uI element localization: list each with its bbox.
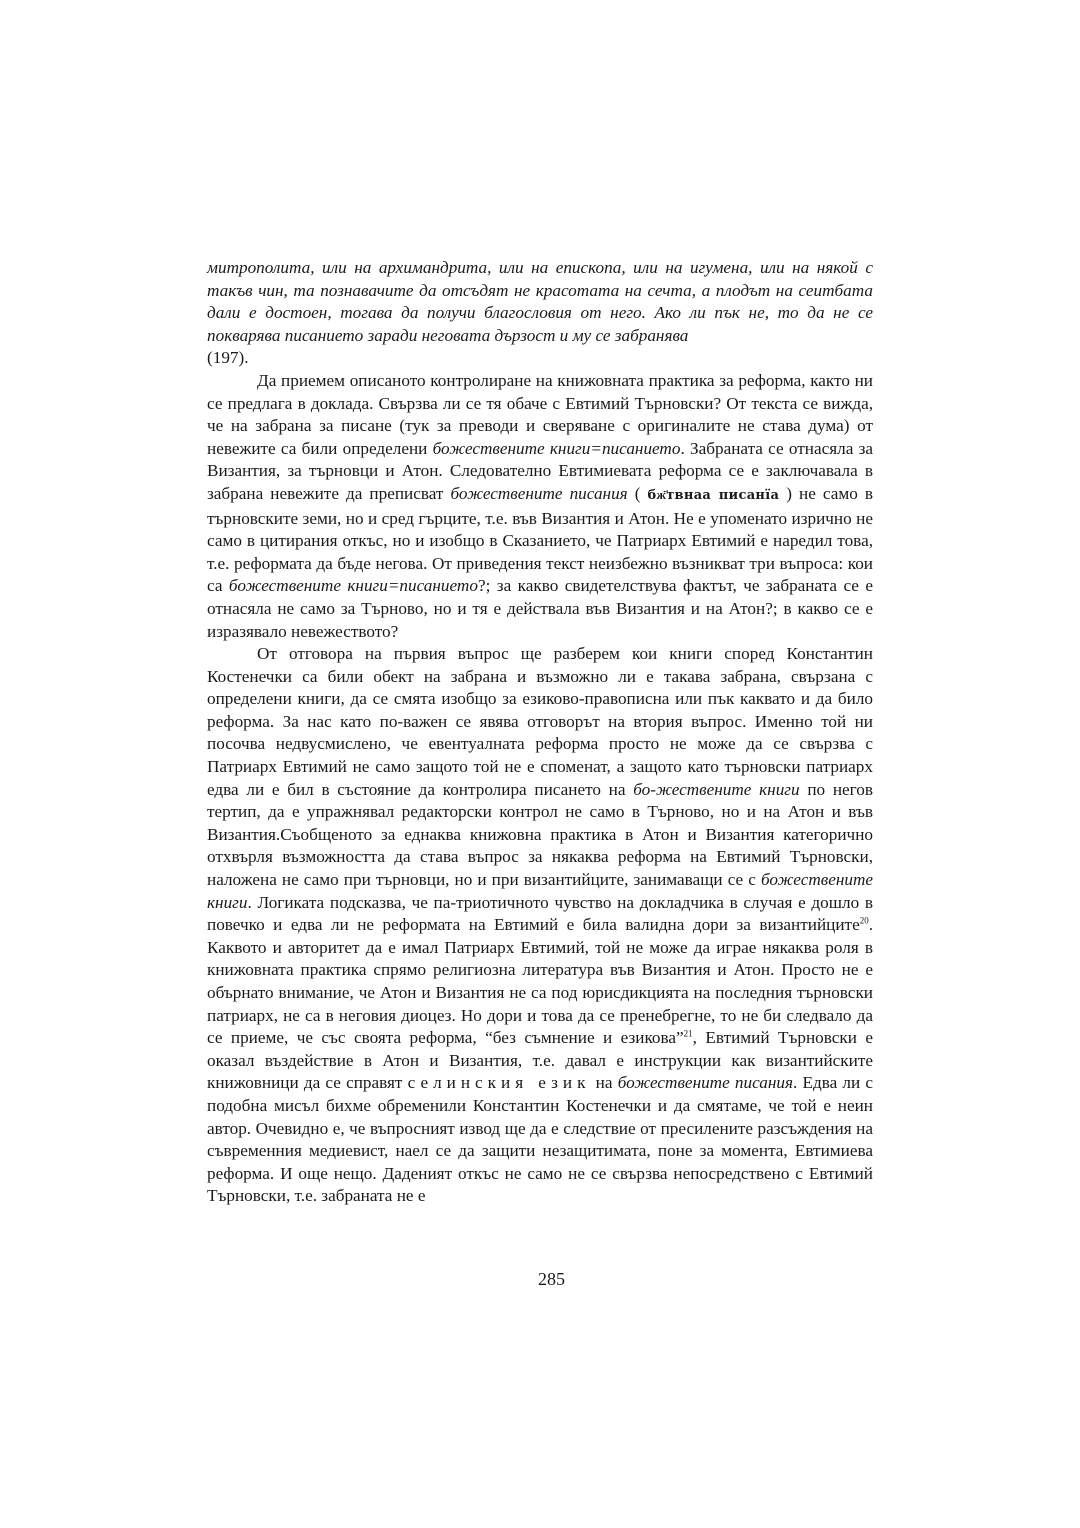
quote-text: митрополита, или на архимандрита, или на епископа, или на игумена, или на някой с такъв чин, та познавачите да отсъдят не красотата на сечта, а плодът на сеитбата дали е достоен, тогава да получи благословия от него. Ако ли пък не, то да не се покварява писанието заради неговата дързост и му се забранява: [207, 258, 873, 345]
emphasis: божествените писания: [450, 483, 628, 503]
quote-reference: (197).: [207, 348, 249, 368]
emphasis: божествените книги=писанието: [432, 438, 681, 458]
emphasis: бо-жествените книги: [633, 779, 800, 799]
page-number: 285: [538, 1269, 565, 1289]
body-text: [207, 257, 873, 1208]
spaced-emphasis: елинския език: [420, 1073, 591, 1093]
emphasis: божествените книги: [207, 870, 873, 912]
paragraph-1: Да приемем описаното контролиране на книжовната практика за реформа, както ни се предлага в доклада. Свързва ли се тя обаче с Евтимий Търновски? От текста се вижда, че на забрана за писане (тук за преводи и сверяване с оригиналите не става дума) от невежите са били определени божествените книги=писанието. Забраната се отнасяла за Византия, за търновци и Атон. Следователно Евтимиевата реформа се е заключавала в забрана невежите да преписват божествените писания ( бж҃твнаа писанїа ) не само в търновските земи, но и сред гърците, т.е. във Византия и Атон. Не е упоменато изрично не само в цитирания откъс, но и изобщо в Сказанието, че Патриарх Евтимий е наредил това, т.е. реформата да бъде негова. От приведения текст неизбежно възникват три въпроса: кои са божествените книги=писанието?; за какво свидетелствува фактът, че забраната се е отнасяла не само за Търново, но и тя е действала във Византия и на Атон?; в какво се е изразявало невежеството?: [207, 370, 873, 641]
quote-paragraph: [207, 257, 873, 370]
footnote-ref-21: 21: [683, 1028, 693, 1039]
emphasis: божествените писания: [617, 1073, 793, 1093]
paragraph-2: От отговора на първия въпрос ще разберем кои книги според Константин Костенечки са били обект на забрана и възможно ли е такава забрана, свързана с определени книги, да се смята изобщо за езиково-правописна или пък каквато и да било реформа. За нас като по-важен се явява отговорът на втория въпрос. Именно той ни посочва недвусмислено, че евентуалната реформа просто не може да се свързва с Патриарх Евтимий не само защото той не е споменат, а защото като търновски патриарх едва ли е бил в състояние да контролира писането на бо-жествените книги по негов тертип, да е упражнявал редакторски контрол не само в Търново, но и на Атон и във Византия.Съобщеното за еднаква книжовна практика в Атон и Византия категорично отхвърля възможността да става въпрос за някаква реформа на Евтимий Търновски, наложена не само при търновци, но и при византийците, занимаващи се с божествените книги. Логиката подсказва, че па-триотичното чувство на докладчика в случая е дошло в повечко и едва ли не реформата на Евтимий е била валидна дори за византийците$^{20}$. Каквото и авторитет да е имал Патриарх Евтимий, той не може да играе някаква роля в книжовната практика спрямо религиозна литература във Византия и Атон. Просто не е обърнато внимание, че Атон и Византия не са под юрисдикцията на последния търновски патриарх, не са в неговия диоцез. Но дори и това да се пренебрегне, то не би следвало да се приеме, че със своята реформа, “без съмнение и езикова”$^{21}$, Евтимий Търновски е оказал въздействие в Атон и Византия, т.е. давал е инструкции как византийските книжовници да се справят с елинския език на божествените писания. Едва ли с подобна мисъл бихме обременили Константин Костенечки и да смятаме, че той е неин автор. Очевидно е, че въпросният извод ще да е следствие от пресилените разсъждения на съвременния медиевист, наел се да защити незащитимата, поне за момента, Евтимиева реформа. И още нещо. Дадeният откъс не само не се свързва непосредствено с Евтимий Търновски, т.е. забраната не е: [207, 644, 873, 1206]
slavonic-term: бж҃твнаа писанїа: [647, 487, 780, 503]
emphasis: божествените книги=писанието: [228, 576, 478, 596]
footnote-ref-20: 20: [859, 915, 869, 926]
